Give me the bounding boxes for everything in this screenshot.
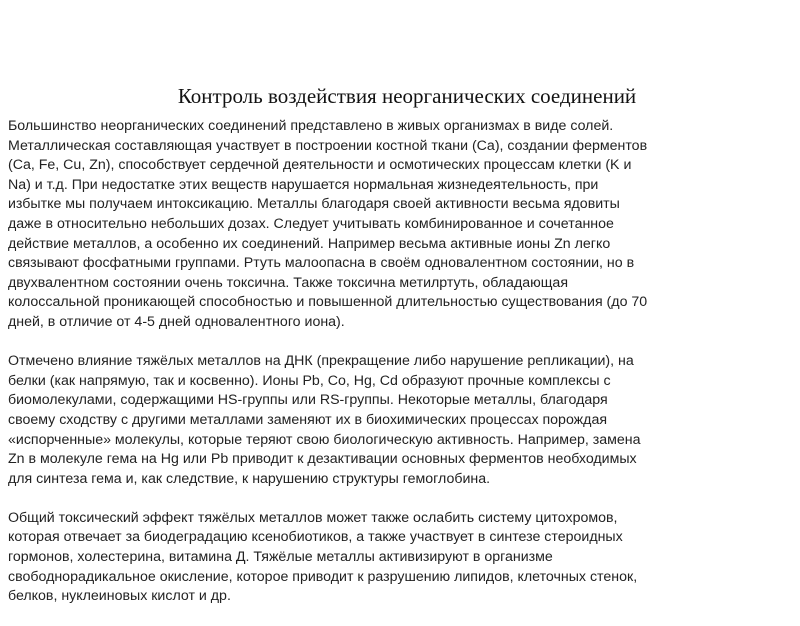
text-line: связывают фосфатными группами. Ртуть малоопасна в своём одновалентном состоянии, но в xyxy=(8,255,635,272)
text-line: которая отвечает за биодеградацию ксенобиотиков, а также участвует в синтезе стероидных xyxy=(8,529,623,546)
paragraph xyxy=(8,117,798,333)
text-line: действие металлов, а особенно их соединений. Например весьма активные ионы Zn легко xyxy=(8,235,611,252)
text-line: Общий токсический эффект тяжёлых металлов может также ослабить систему цитохромов, xyxy=(8,509,618,526)
text-line: своему сходству с другими металлами заменяют их в биохимических процессах порождая xyxy=(8,411,608,428)
text-line: Большинство неорганических соединений представлено в живых организмах в виде солей. xyxy=(8,118,614,134)
slide-title: Контроль воздействия неорганических соединений xyxy=(177,84,637,108)
text-line: дней, в отличие от 4-5 дней одновалентного иона). xyxy=(8,313,345,330)
text-line: (Ca, Fe, Cu, Zn), способствует сердечной деятельности и осмотических процессам клетки (K и xyxy=(8,157,632,174)
text-line: свободнорадикальное окисление, которое приводит к разрушению липидов, клеточных стенок, xyxy=(8,568,638,585)
slide-body xyxy=(8,117,798,626)
text-line: «испорченные» молекулы, которые теряют свою биологическую активность. Например, замена xyxy=(8,431,641,448)
text-line: колоссальной проникающей способностью и повышенной длительностью существования (до 70 xyxy=(8,294,648,311)
text-line: Na) и т.д. При недостатке этих веществ нарушается нормальная жизнедеятельность, при xyxy=(8,176,599,193)
text-line: Zn в молекуле гема на Hg или Pb приводит к дезактивации основных ферментов необходимых xyxy=(8,451,637,468)
text-line: биомолекулами, содержащими HS-группы или RS-группы. Некоторые металлы, благодаря xyxy=(8,392,608,409)
text-line: избытке мы получаем интоксикацию. Металлы благодаря своей активности весьма ядовиты xyxy=(8,196,620,213)
text-line: даже в относительно небольших дозах. Следует учитывать комбинированное и сочетанное xyxy=(8,215,614,232)
text-line: белков, нуклеиновых кислот и др. xyxy=(8,588,231,605)
paragraph xyxy=(8,352,798,489)
text-line: для синтеза гема и, как следствие, к нарушению структуры гемоглобина. xyxy=(8,470,491,487)
text-line: гормонов, холестерина, витамина Д. Тяжёлые металлы активизируют в организме xyxy=(8,549,553,566)
text-line: двухвалентном состоянии очень токсична. Также токсична метилртуть, обладающая xyxy=(8,274,569,291)
text-line: белки (как напрямую, так и косвенно). Ионы Pb, Co, Hg, Cd образуют прочные комплексы с xyxy=(8,372,611,389)
paragraph xyxy=(8,509,798,607)
text-line: Отмечено влияние тяжёлых металлов на ДНК (прекращение либо нарушение репликации), на xyxy=(8,353,634,370)
text-line: Металлическая составляющая участвует в построении костной ткани (Ca), создании ферментов xyxy=(8,137,648,154)
